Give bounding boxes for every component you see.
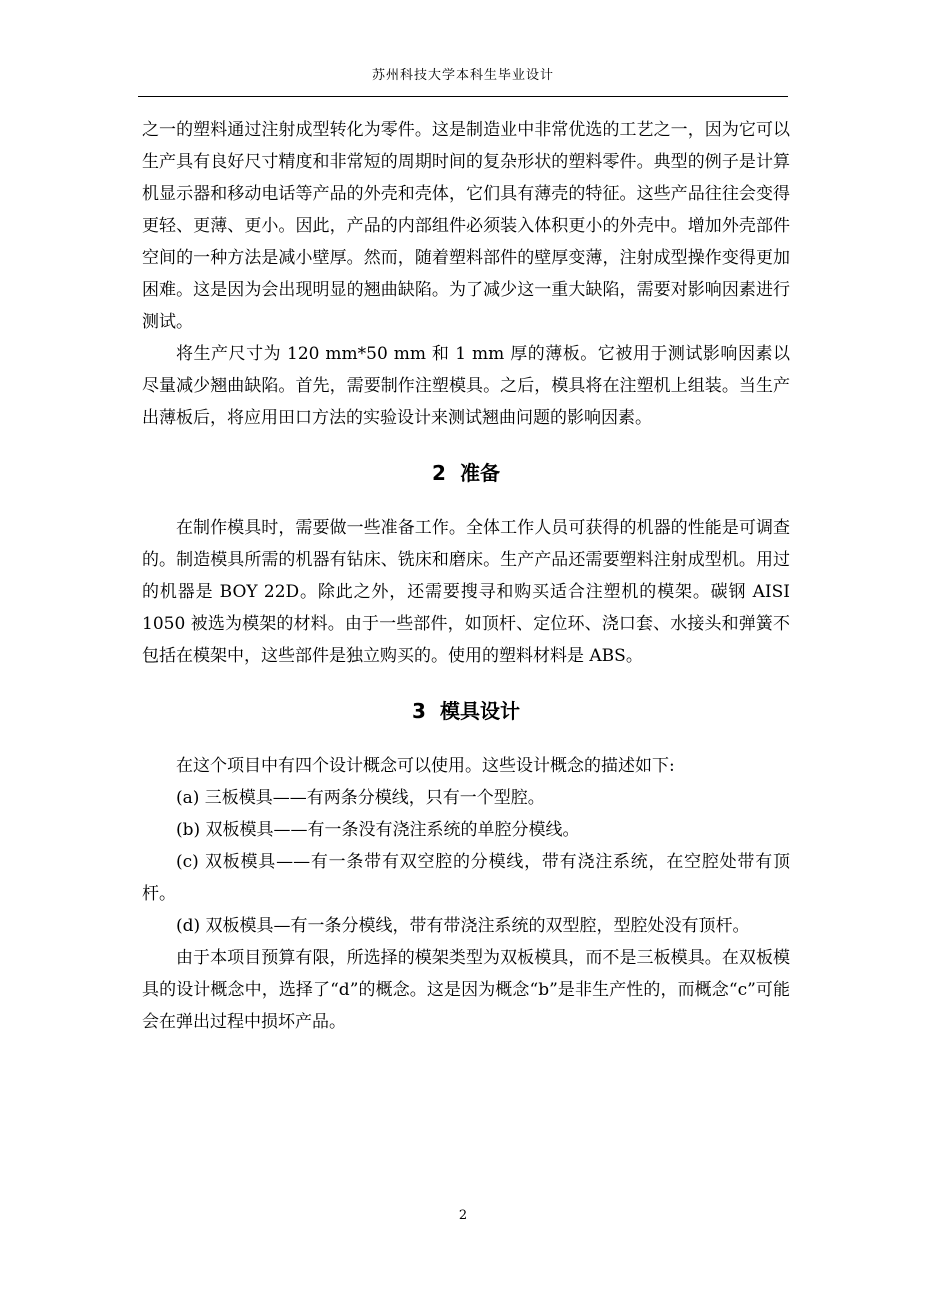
- header-divider: [138, 96, 788, 97]
- section-number: 3: [412, 699, 426, 723]
- paragraph-mold-intro: 在这个项目中有四个设计概念可以使用。这些设计概念的描述如下:: [176, 756, 675, 776]
- section-title: 准备: [459, 461, 500, 485]
- section-title: 模具设计: [439, 699, 520, 723]
- list-item-b: (b) 双板模具——有一条没有浇注系统的单腔分模线。: [176, 820, 580, 840]
- section-heading-mold-design: [142, 696, 790, 726]
- list-item-a: (a) 三板模具——有两条分模线，只有一个型腔。: [176, 788, 545, 808]
- page-header: 苏州科技大学本科生毕业设计: [371, 68, 554, 83]
- section-heading-preparation: [142, 458, 790, 488]
- list-item-c: (c) 双板模具——有一条带有双空腔的分模线，带有浇注系统，在空腔处带有顶杆。: [142, 852, 790, 904]
- paragraph-mold-conclusion: 由于本项目预算有限，所选择的模架类型为双板模具，而不是三板模具。在双板模具的设计概念中，选择了“d”的概念。这是因为概念“b”是非生产性的，而概念“c”可能会在弹出过程中损坏产品。: [142, 948, 790, 1032]
- paragraph-preparation: 在制作模具时，需要做一些准备工作。全体工作人员可获得的机器的性能是可调查的。制造模具所需的机器有钻床、铣床和磨床。生产产品还需要塑料注射成型机。用过的机器是 BOY 22D。除此之外，还需要搜寻和购买适合注塑机的模架。碳钢 AISI 1050 被选为模架的材料。由于一些部件，如顶杆、定位环、浇口套、水接头和弹簧不包括在模架中，这些部件是独立购买的。使用的塑料材料是 ABS。: [142, 518, 790, 666]
- list-item-d: (d) 双板模具—有一条分模线，带有带浇注系统的双型腔，型腔处没有顶杆。: [176, 916, 750, 936]
- page-content: [142, 114, 790, 1038]
- section-number: 2: [432, 461, 446, 485]
- paragraph-thin-plate: 将生产尺寸为 120 mm*50 mm 和 1 mm 厚的薄板。它被用于测试影响因素以尽量减少翘曲缺陷。首先，需要制作注塑模具。之后，模具将在注塑机上组装。当生产出薄板后，将应用田口方法的实验设计来测试翘曲问题的影响因素。: [142, 344, 790, 428]
- page-number: 2: [458, 1208, 468, 1223]
- paragraph-continued: 之一的塑料通过注射成型转化为零件。这是制造业中非常优选的工艺之一，因为它可以生产具有良好尺寸精度和非常短的周期时间的复杂形状的塑料零件。典型的例子是计算机显示器和移动电话等产品的外壳和壳体，它们具有薄壳的特征。这些产品往往会变得更轻、更薄、更小。因此，产品的内部组件必须装入体积更小的外壳中。增加外壳部件空间的一种方法是减小壁厚。然而，随着塑料部件的壁厚变薄，注射成型操作变得更加困难。这是因为会出现明显的翘曲缺陷。为了减少这一重大缺陷，需要对影响因素进行测试。: [142, 120, 790, 332]
